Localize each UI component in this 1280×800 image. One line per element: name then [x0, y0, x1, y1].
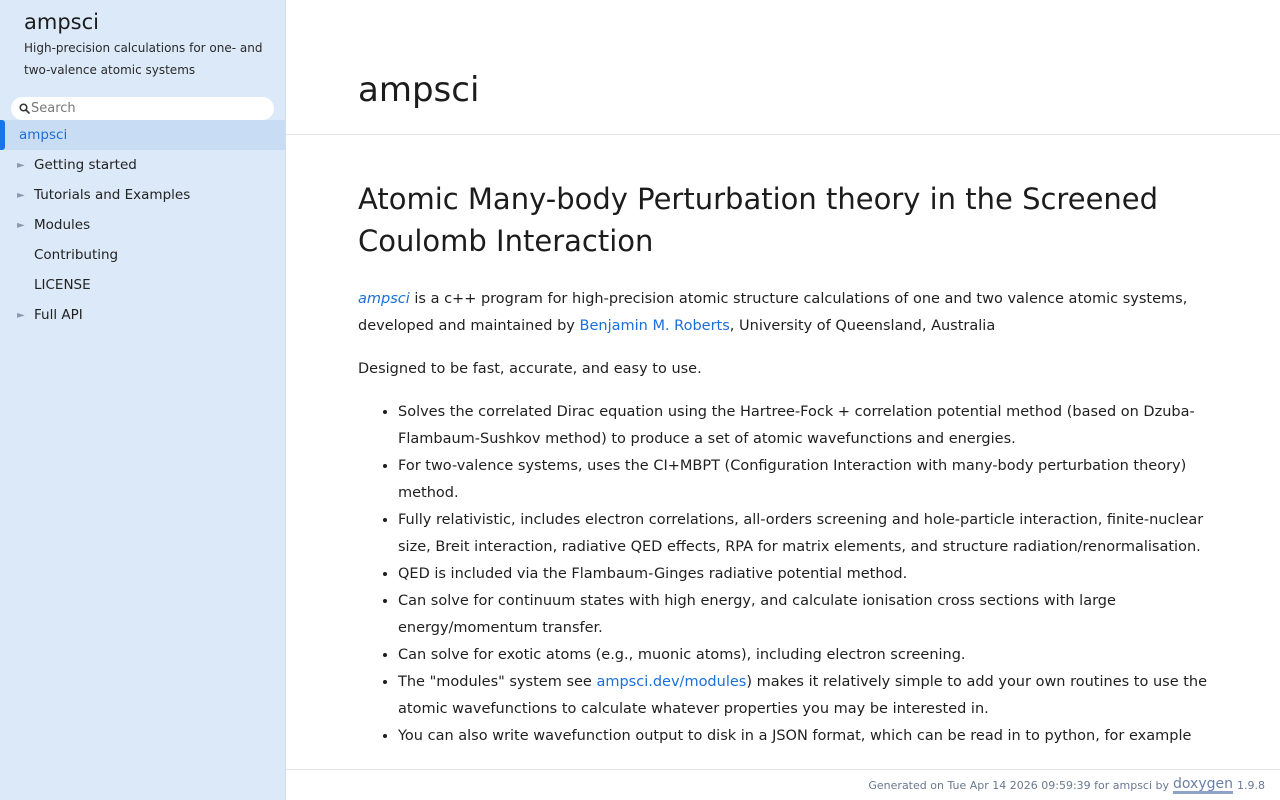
- nav-item-label: ampsci: [19, 127, 68, 143]
- intro-paragraph: [358, 286, 1208, 340]
- page-title: ampsci: [358, 70, 480, 110]
- tagline: Designed to be fast, accurate, and easy to use.: [358, 361, 702, 377]
- doxygen-version: 1.9.8: [1237, 778, 1265, 792]
- nav-tree: [0, 120, 285, 330]
- list-item: • For two-valence systems, uses the CI+MBPT (Configuration Interaction with many-body perturbation theory) method.: [398, 453, 1208, 507]
- expand-arrow-icon[interactable]: ►: [17, 219, 25, 231]
- modules-text-b: ) makes it relatively simple to add your own routines to use the atomic wavefunctions to calculate whatever properties you may be interested in.: [398, 674, 1208, 717]
- nav-item-tutorials[interactable]: [0, 180, 285, 210]
- sidebar: [0, 0, 286, 800]
- nav-item-contributing[interactable]: [0, 240, 285, 270]
- features-list: [358, 399, 1208, 750]
- expand-arrow-icon[interactable]: ►: [17, 159, 25, 171]
- nav-item-label: LICENSE: [34, 277, 91, 293]
- list-item: • Can solve for continuum states with high energy, and calculate ionisation cross sections with large energy/momentum transfer.: [398, 588, 1208, 642]
- list-item: [398, 669, 1208, 723]
- nav-item-label: Contributing: [34, 247, 119, 263]
- list-item: • QED is included via the Flambaum-Ginges radiative potential method.: [398, 561, 1208, 588]
- search-box[interactable]: [11, 97, 274, 120]
- generated-text: Generated on Tue Apr 14 2026 09:59:39 for ampsci by: [868, 778, 1170, 792]
- expand-arrow-icon[interactable]: ►: [17, 309, 25, 321]
- list-item: • Solves the correlated Dirac equation using the Hartree-Fock + correlation potential method (based on Dzuba-Flambaum-Sushkov method) to produce a set of atomic wavefunctions and energies.: [398, 399, 1208, 453]
- intro-text-b: , University of Queensland, Australia: [729, 318, 996, 334]
- search-input[interactable]: [31, 99, 261, 119]
- nav-item-label: Tutorials and Examples: [34, 187, 191, 203]
- project-brief: High-precision calculations for one- and two-valence atomic systems: [24, 41, 263, 77]
- doxygen-logo[interactable]: doxygen: [1173, 775, 1233, 792]
- nav-item-label: Getting started: [34, 157, 137, 173]
- nav-item-modules[interactable]: [0, 210, 285, 240]
- footer: [286, 769, 1280, 800]
- nav-item-label: Modules: [34, 217, 91, 233]
- nav-item-license[interactable]: [0, 270, 285, 300]
- list-item: • Fully relativistic, includes electron correlations, all-orders screening and hole-particle interaction, finite-nuclear size, Breit interaction, radiative QED effects, RPA for matrix elements, and structure radiation/renormalisation.: [398, 507, 1208, 561]
- list-item: • Can solve for exotic atoms (e.g., muonic atoms), including electron screening.: [398, 642, 1208, 669]
- nav-item-full-api[interactable]: [0, 300, 285, 330]
- search-icon[interactable]: [11, 103, 31, 114]
- modules-link[interactable]: ampsci.dev/modules: [596, 674, 747, 690]
- title-area: [286, 0, 1280, 135]
- nav-item-label: Full API: [34, 307, 83, 323]
- intro-text-a: is a c++ program for high-precision atomic structure calculations of one and two valence atomic systems, developed and maintained by: [358, 291, 1188, 334]
- project-name[interactable]: ampsci: [24, 10, 99, 34]
- main-heading: Atomic Many-body Perturbation theory in the Screened Coulomb Interaction: [358, 182, 1159, 258]
- modules-text-a: The "modules" system see: [398, 674, 597, 690]
- expand-arrow-icon[interactable]: ►: [17, 189, 25, 201]
- main-content: [358, 178, 1208, 800]
- author-link[interactable]: Benjamin M. Roberts: [579, 318, 730, 334]
- list-item: • You can also write wavefunction output to disk in a JSON format, which can be read in to python, for example: [398, 723, 1208, 750]
- nav-item-getting-started[interactable]: [0, 150, 285, 180]
- nav-item-ampsci[interactable]: [0, 120, 285, 150]
- ampsci-link[interactable]: ampsci: [358, 291, 410, 307]
